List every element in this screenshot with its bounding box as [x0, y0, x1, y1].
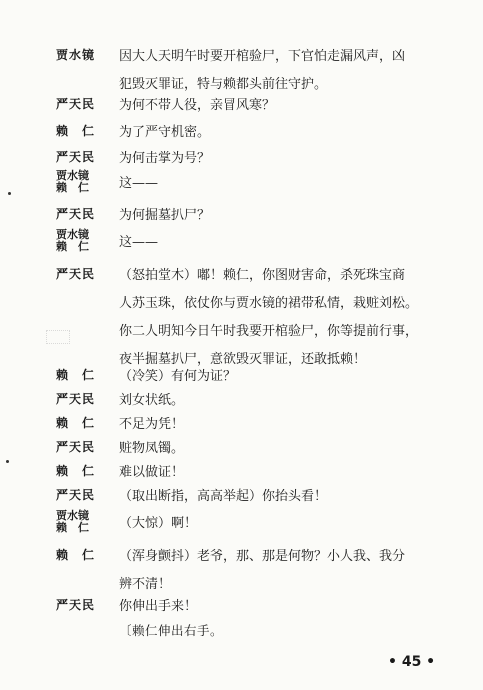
speaker-label: 赖 仁	[56, 416, 96, 430]
dialogue-line: （冷笑）有何为证？	[119, 369, 237, 384]
dialogue-text	[119, 515, 459, 543]
dialogue-text	[119, 150, 459, 178]
dialogue-text	[119, 548, 459, 604]
speaker-name	[56, 464, 110, 478]
dialogue-line: 夜半掘墓扒尸，意欲毁灭罪证，还敢抵赖！	[119, 352, 367, 367]
dialogue-text	[119, 48, 459, 104]
dialogue-line: 你伸出手来！	[119, 599, 198, 614]
speaker-label: 赖 仁	[56, 368, 96, 382]
dialogue-line: （怒拍堂木）嘟！赖仁，你图财害命，杀死珠宝商	[119, 268, 406, 283]
speaker-label: 严天民	[56, 392, 96, 406]
speaker-label: 严天民	[56, 97, 96, 111]
dialogue-line: 为何击掌为号？	[119, 151, 211, 166]
speaker-name	[56, 229, 110, 253]
dialogue-line: （大惊）啊！	[119, 516, 198, 531]
speaker-name	[56, 170, 110, 194]
dialogue-text	[119, 234, 459, 262]
dialogue-line: 人苏玉珠，依仗你与贾水镜的裙带私情，栽赃刘松。	[119, 296, 419, 311]
speaker-name	[56, 97, 110, 111]
margin-dot	[8, 192, 11, 195]
speaker-label: 贾水镜	[56, 169, 89, 182]
dialogue-line: 因大人天明午时要开棺验尸，下官怕走漏风声，凶	[119, 49, 406, 64]
speaker-label: 贾水镜	[56, 509, 89, 522]
speaker-name	[56, 48, 110, 62]
dialogue-text	[119, 97, 459, 125]
dialogue-line: 这——	[119, 176, 159, 191]
dialogue-text	[119, 622, 459, 650]
speaker-name	[56, 416, 110, 430]
dialogue-line: 难以做证！	[119, 465, 185, 480]
speaker-label: 赖 仁	[56, 521, 89, 534]
speaker-label: 严天民	[56, 488, 96, 502]
speaker-label: 严天民	[56, 440, 96, 454]
speaker-name	[56, 392, 110, 406]
speaker-label: 赖 仁	[56, 240, 89, 253]
speaker-label: 赖 仁	[56, 464, 96, 478]
speaker-label: 贾水镜	[56, 48, 96, 62]
dialogue-line: 为何不带人役，亲冒风寒？	[119, 98, 276, 113]
dialogue-text	[119, 488, 459, 516]
dialogue-line: 〔赖仁伸出右手。	[119, 623, 224, 638]
dialogue-line: 犯毁灭罪证，特与赖都头前往守护。	[119, 77, 328, 92]
speaker-label: 赖 仁	[56, 181, 89, 194]
speaker-label: 贾水镜	[56, 228, 89, 241]
dialogue-line: 刘女状纸。	[119, 393, 185, 408]
speaker-name	[56, 598, 110, 612]
speaker-label: 严天民	[56, 207, 96, 221]
speaker-label: 严天民	[56, 267, 96, 281]
speaker-label: 赖 仁	[56, 124, 96, 138]
speaker-name	[56, 207, 110, 221]
speaker-label: 严天民	[56, 598, 96, 612]
speaker-name	[56, 368, 110, 382]
speaker-name	[56, 150, 110, 164]
speaker-label: 赖 仁	[56, 548, 96, 562]
dialogue-line: 你二人明知今日午时我要开棺验尸，你等提前行事，	[119, 324, 419, 339]
dialogue-text	[119, 267, 459, 379]
speaker-name	[56, 440, 110, 454]
dialogue-text	[119, 124, 459, 152]
speaker-name	[56, 488, 110, 502]
dialogue-line: （浑身颤抖）老爷，那、那是何物？小人我、我分	[119, 549, 406, 564]
scan-smudge	[46, 330, 70, 344]
speaker-label: 严天民	[56, 150, 96, 164]
dialogue-line: 这——	[119, 235, 159, 250]
page-number: • 45 •	[388, 654, 436, 670]
speaker-name	[56, 267, 110, 281]
dialogue-line: 赃物凤镯。	[119, 441, 185, 456]
dialogue-line: （取出断指，高高举起）你抬头看！	[119, 489, 328, 504]
dialogue-text	[119, 175, 459, 203]
dialogue-line: 辨不清！	[119, 577, 172, 592]
dialogue-line: 为何掘墓扒尸？	[119, 208, 211, 223]
dialogue-text	[119, 207, 459, 235]
margin-dot	[6, 460, 9, 463]
speaker-name	[56, 124, 110, 138]
speaker-name	[56, 510, 110, 534]
dialogue-line: 不足为凭！	[119, 417, 185, 432]
speaker-name	[56, 548, 110, 562]
dialogue-line: 为了严守机密。	[119, 125, 211, 140]
